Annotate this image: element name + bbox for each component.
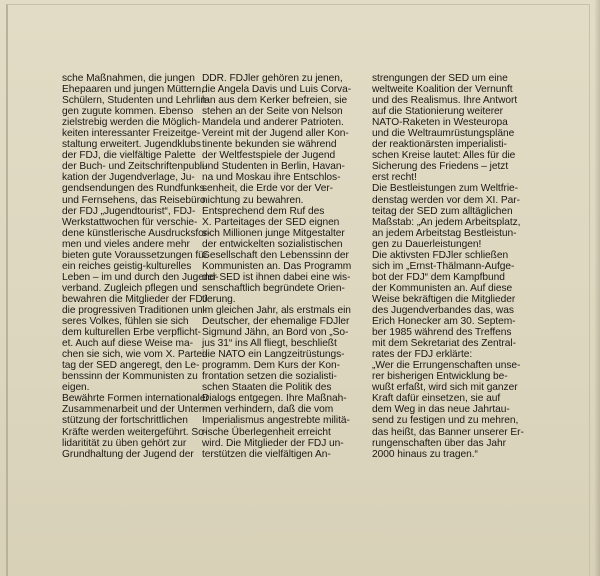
text-line: wußt erfaßt, wird sich mit ganzer bbox=[372, 382, 518, 394]
text-line: Weise bekräftigen die Mitglieder bbox=[372, 293, 516, 305]
text-line: Deutscher, der ehemalige FDJler bbox=[202, 316, 350, 328]
text-line: kation der Jugendverlage, Ju- bbox=[62, 172, 195, 184]
text-line: das heißt, das Banner unserer Er- bbox=[372, 426, 524, 438]
text-line: die NATO ein Langzeitrüstungs- bbox=[202, 349, 345, 361]
text-line: Die aktivsten FDJler schließen bbox=[372, 249, 509, 261]
text-line: Werkstattwochen für verschie- bbox=[62, 216, 198, 228]
text-line: schen Staaten die Politik des bbox=[202, 382, 332, 394]
text-line: Entsprechend dem Ruf des bbox=[202, 205, 325, 217]
text-line: frontation setzen die sozialisti- bbox=[202, 371, 337, 383]
text-line: des Jugendverbandes das, was bbox=[372, 304, 514, 316]
text-line: stützung der fortschrittlichen bbox=[62, 415, 188, 427]
text-line: men verhindern, daß die vom bbox=[202, 404, 334, 416]
text-line: staltung erweitert. Jugendklubs bbox=[62, 139, 201, 151]
text-line: benssinn der Kommunisten zu bbox=[62, 371, 198, 383]
text-line: und Studenten in Berlin, Havan- bbox=[202, 161, 345, 173]
text-line: na und Moskau ihre Entschlos- bbox=[202, 172, 341, 184]
text-line: schen Kreise lautet: Alles für die bbox=[372, 150, 516, 162]
text-line: dene künstlerische Ausdrucksfor- bbox=[62, 227, 211, 239]
text-line: Mandela und anderer Patrioten. bbox=[202, 117, 344, 129]
text-line: teitag der SED zum alltäglichen bbox=[372, 205, 513, 217]
text-column-3 bbox=[372, 73, 557, 460]
text-line: der Weltfestspiele der Jugend bbox=[202, 150, 336, 162]
text-line: zielstrebig werden die Möglich- bbox=[62, 117, 201, 129]
text-line: tinente bekunden sie während bbox=[202, 139, 337, 151]
text-line: Sicherung des Friedens – jetzt bbox=[372, 161, 509, 173]
text-line: der entwickelten sozialistischen bbox=[202, 238, 343, 250]
text-line: weltweite Koalition der Vernunft bbox=[372, 84, 513, 96]
text-line: wird. Die Mitglieder der FDJ un- bbox=[202, 437, 344, 449]
text-line: jus 31“ ins All fliegt, beschließt bbox=[202, 338, 337, 350]
text-line: verband. Zugleich pflegen und bbox=[62, 282, 198, 294]
text-line: auf die Stationierung weiterer bbox=[372, 106, 504, 118]
text-line: Vereint mit der Jugend aller Kon- bbox=[202, 128, 349, 140]
text-line: Bewährte Formen internationaler bbox=[62, 393, 209, 405]
text-line: DDR. FDJler gehören zu jenen, bbox=[202, 73, 343, 84]
text-line: senheit, die Erde vor der Ver- bbox=[202, 183, 334, 195]
text-line: X. Parteitages der SED eignen bbox=[202, 216, 340, 228]
text-line: der FDJ „Jugendtourist“, FDJ- bbox=[62, 205, 196, 217]
text-line: rische Überlegenheit erreicht bbox=[202, 426, 331, 438]
text-line: Kommunisten an. Das Programm bbox=[202, 260, 352, 272]
text-line: seres Volkes, fühlen sie sich bbox=[62, 316, 189, 328]
text-line: Leben – im und durch den Jugend- bbox=[62, 271, 219, 283]
text-line: strengungen der SED um eine bbox=[372, 73, 508, 84]
text-line: rates der FDJ erklärte: bbox=[372, 349, 473, 361]
text-line: und des Realismus. Ihre Antwort bbox=[372, 95, 518, 107]
text-line: sche Maßnahmen, die jungen bbox=[62, 73, 195, 84]
text-line: sich Millionen junge Mitgestalter bbox=[202, 227, 345, 239]
text-line: terstützen die vielfältigen An- bbox=[202, 448, 331, 460]
text-line: keiten interessanter Freizeitge- bbox=[62, 128, 201, 140]
text-line: Maßstab: „An jedem Arbeitsplatz, bbox=[372, 216, 521, 228]
text-line: Die Bestleistungen zum Weltfrie- bbox=[372, 183, 518, 195]
text-line: bewahren die Mitglieder der FDJ bbox=[62, 293, 208, 305]
text-line: senschaftlich begründete Orien- bbox=[202, 282, 345, 294]
text-line: dem kulturellen Erbe verpflicht- bbox=[62, 327, 201, 339]
text-line: erst recht! bbox=[372, 172, 417, 184]
text-line: Dialogs entgegen. Ihre Maßnah- bbox=[202, 393, 347, 405]
text-line: Erich Honecker am 30. Septem- bbox=[372, 316, 516, 328]
text-line: die progressiven Traditionen un- bbox=[62, 304, 206, 316]
text-line: bot der FDJ“ dem Kampfbund bbox=[372, 271, 505, 283]
text-line: chen sie sich, wie vom X. Partei- bbox=[62, 349, 208, 361]
text-line: NATO-Raketen in Westeuropa bbox=[372, 117, 508, 129]
text-line: nichtung zu bewahren. bbox=[202, 194, 304, 206]
text-line: Schülern, Studenten und Lehrlin- bbox=[62, 95, 210, 107]
text-line: der reaktionärsten imperialisti- bbox=[372, 139, 507, 151]
text-line: Zusammenarbeit und der Unter- bbox=[62, 404, 206, 416]
text-line: und Fernsehens, das Reisebüro bbox=[62, 194, 206, 206]
text-line: Imperialismus angestrebte militä- bbox=[202, 415, 350, 427]
text-line: send zu festigen und zu mehren, bbox=[372, 415, 519, 427]
text-line: gen zugute kommen. Ebenso bbox=[62, 106, 194, 118]
text-column-2 bbox=[202, 73, 367, 460]
text-line: 2000 hinaus zu tragen.“ bbox=[372, 448, 478, 460]
text-line: Kräfte werden weitergeführt. So- bbox=[62, 426, 208, 438]
text-line: „Wer die Errungenschaften unse- bbox=[372, 360, 521, 372]
text-line: bieten gute Voraussetzungen für bbox=[62, 249, 208, 261]
text-line: Im gleichen Jahr, als erstmals ein bbox=[202, 304, 351, 316]
text-line: et. Auch auf diese Weise ma- bbox=[62, 338, 193, 350]
text-line: gen zu Dauerleistungen! bbox=[372, 238, 482, 250]
text-line: Ehepaaren und jungen Müttern, bbox=[62, 84, 204, 96]
text-line: an jedem Arbeitstag Bestleistun- bbox=[372, 227, 517, 239]
text-line: die Angela Davis und Luis Corva- bbox=[202, 84, 352, 96]
text-line: rungenschaften über das Jahr bbox=[372, 437, 506, 449]
text-line: dem Weg in das neue Jahrtau- bbox=[372, 404, 510, 416]
text-line: stehen an der Seite von Nelson bbox=[202, 106, 343, 118]
text-line: programm. Dem Kurs der Kon- bbox=[202, 360, 340, 372]
text-line: sich im „Ernst-Thälmann-Aufge- bbox=[372, 260, 515, 272]
text-line: Gesellschaft den Lebenssinn der bbox=[202, 249, 349, 261]
text-line: und die Weltraumrüstungspläne bbox=[372, 128, 515, 140]
text-line: Kraft dafür einsetzen, sie auf bbox=[372, 393, 501, 405]
text-line: der Kommunisten an. Auf diese bbox=[372, 282, 513, 294]
text-line: lan aus dem Kerker befreien, sie bbox=[202, 95, 348, 107]
text-line: tierung. bbox=[202, 293, 236, 305]
text-line: ber 1985 während des Treffens bbox=[372, 327, 512, 339]
text-line: der SED ist ihnen dabei eine wis- bbox=[202, 271, 351, 283]
text-line: Grundhaltung der Jugend der bbox=[62, 448, 194, 460]
text-line: rer bisherigen Entwicklung be- bbox=[372, 371, 508, 383]
text-line: der FDJ, die vielfältige Palette bbox=[62, 150, 196, 162]
page-edge-shadow bbox=[594, 0, 600, 576]
text-line: tag der SED angeregt, den Le- bbox=[62, 360, 200, 372]
text-line: ein reiches geistig-kulturelles bbox=[62, 260, 192, 272]
text-line: gendsendungen des Rundfunks bbox=[62, 183, 205, 195]
text-line: men und vieles andere mehr bbox=[62, 238, 190, 250]
text-line: mit dem Sekretariat des Zentral- bbox=[372, 338, 516, 350]
text-line: denstag werden vor dem XI. Par- bbox=[372, 194, 520, 206]
text-line: eigen. bbox=[62, 382, 90, 394]
text-line: der Buch- und Zeitschriftenpubli- bbox=[62, 161, 208, 173]
text-line: lidaritität zu üben gehört zur bbox=[62, 437, 187, 449]
text-line: Sigmund Jähn, an Bord von „So- bbox=[202, 327, 349, 339]
